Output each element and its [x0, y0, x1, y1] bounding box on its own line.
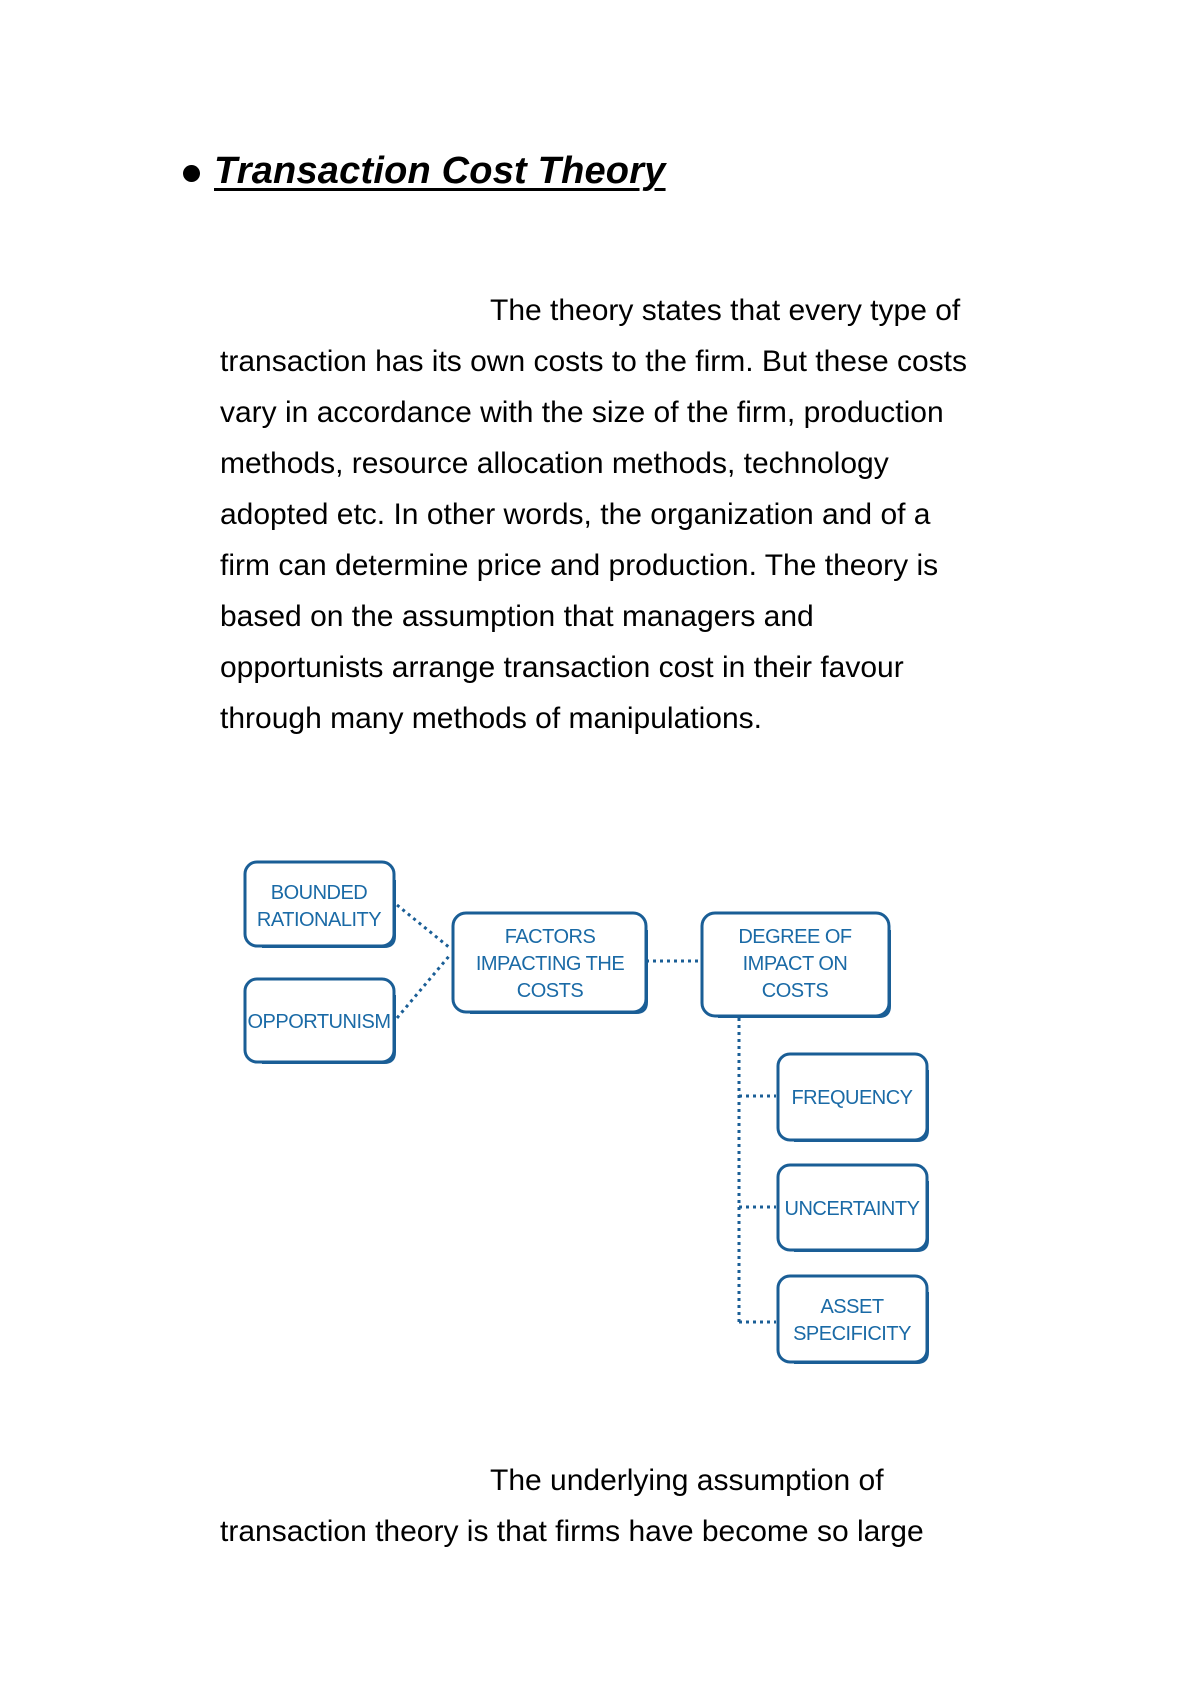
paragraph-line: based on the assumption that managers and — [220, 600, 814, 633]
connector-bounded-to-factors — [397, 905, 450, 948]
body-paragraph-2 — [220, 1455, 1060, 1557]
connector-opportunism-to-factors — [397, 955, 450, 1018]
node-bounded-rationality — [245, 862, 394, 946]
node-label: FREQUENCY — [791, 1087, 913, 1109]
node-asset-specificity — [778, 1276, 927, 1362]
node-label: FACTORS — [504, 926, 596, 948]
node-label: COSTS — [516, 980, 584, 1002]
node-degree-of-impact — [702, 913, 889, 1016]
node-opportunism — [245, 979, 394, 1062]
node-label: OPPORTUNISM — [247, 1011, 391, 1033]
paragraph-line: transaction has its own costs to the firm. But these costs — [220, 345, 967, 378]
paragraph-line: The underlying assumption of — [490, 1464, 884, 1497]
node-factors-impacting-costs — [453, 913, 646, 1012]
paragraph-line: vary in accordance with the size of the firm, production — [220, 396, 944, 429]
node-label: DEGREE OF — [738, 926, 852, 948]
node-label: IMPACT ON — [742, 953, 848, 975]
node-label: COSTS — [761, 980, 829, 1002]
node-uncertainty — [778, 1165, 927, 1250]
page-title: Transaction Cost Theory — [214, 150, 666, 192]
node-label: UNCERTAINTY — [784, 1198, 920, 1220]
paragraph-line: transaction theory is that firms have become so large — [220, 1515, 924, 1548]
node-label: RATIONALITY — [256, 909, 382, 931]
node-frequency — [778, 1054, 927, 1140]
paragraph-line: through many methods of manipulations. — [220, 702, 762, 735]
paragraph-line: firm can determine price and production. The theory is — [220, 549, 939, 582]
node-label: SPECIFICITY — [793, 1323, 911, 1345]
paragraph-line: opportunists arrange transaction cost in their favour — [220, 651, 904, 684]
paragraph-line: adopted etc. In other words, the organization and of a — [220, 498, 931, 531]
node-label: BOUNDED — [270, 882, 368, 904]
node-label: IMPACTING THE — [475, 953, 625, 975]
paragraph-line: The theory states that every type of — [490, 294, 961, 327]
node-label: ASSET — [820, 1296, 884, 1318]
paragraph-line: methods, resource allocation methods, technology — [220, 447, 889, 480]
